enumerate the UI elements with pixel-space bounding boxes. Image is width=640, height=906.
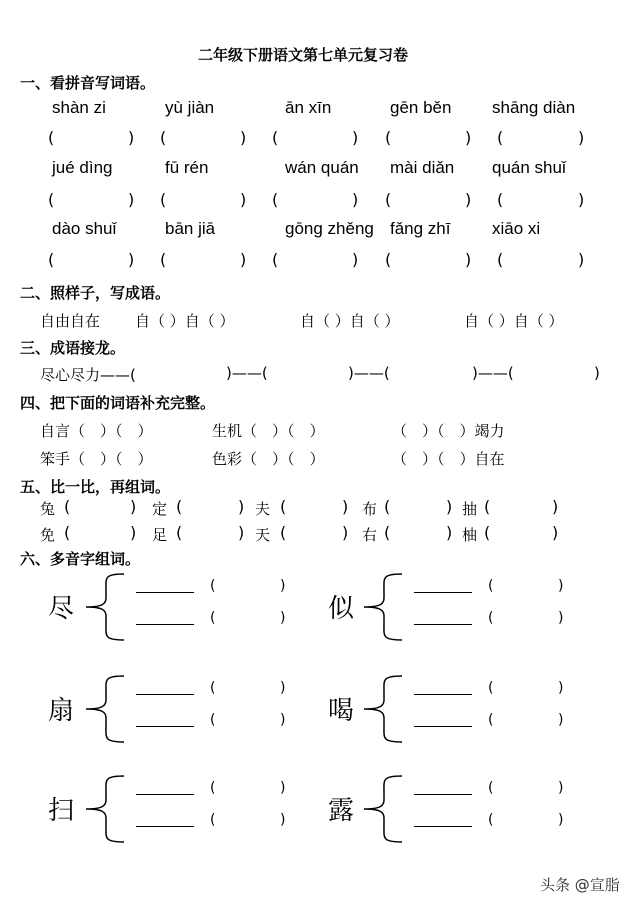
- compare-box-open[interactable]: (: [484, 497, 491, 516]
- page-title: 二年级下册语文第七单元复习卷: [198, 46, 409, 64]
- compare-box-open[interactable]: (: [384, 523, 391, 542]
- answer-box-open[interactable]: (: [272, 190, 279, 209]
- answer-box-open[interactable]: (: [48, 190, 55, 209]
- idiom-blank-2[interactable]: 自（ ）自（ ）: [300, 312, 400, 330]
- answer-line[interactable]: [414, 726, 472, 727]
- answer-box-close[interactable]: ): [578, 250, 585, 269]
- answer-line[interactable]: [414, 794, 472, 795]
- idiom-blank-1[interactable]: 自（ ）自（ ）: [135, 312, 235, 330]
- answer-box-close[interactable]: ): [128, 190, 135, 209]
- polyphone-char: 露: [328, 796, 355, 826]
- answer-box-open[interactable]: (: [160, 250, 167, 269]
- answer-box-open[interactable]: (: [385, 190, 392, 209]
- watermark: 头条 @宣脂: [540, 876, 620, 894]
- compare-box-open[interactable]: (: [64, 497, 71, 516]
- idiom-example: 自由自在: [40, 312, 101, 330]
- pinyin-label: shàn zi: [52, 98, 106, 117]
- section-1-heading: 一、看拼音写词语。: [20, 74, 156, 92]
- section-3-heading: 三、成语接龙。: [20, 339, 126, 357]
- chain-link-3[interactable]: )——(: [472, 364, 514, 382]
- compare-box-close[interactable]: ): [446, 497, 453, 516]
- compare-box-open[interactable]: (: [176, 497, 183, 516]
- section-4-heading: 四、把下面的词语补充完整。: [20, 394, 216, 412]
- answer-box-close[interactable]: ): [128, 128, 135, 147]
- pinyin-box-close[interactable]: ): [280, 610, 286, 626]
- answer-line[interactable]: [414, 624, 472, 625]
- answer-box-close[interactable]: ): [465, 190, 472, 209]
- answer-box-open[interactable]: (: [497, 128, 504, 147]
- answer-box-open[interactable]: (: [385, 250, 392, 269]
- complete-word-3[interactable]: （ ）（ ）竭力: [392, 422, 505, 440]
- answer-box-close[interactable]: ): [240, 128, 247, 147]
- answer-box-open[interactable]: (: [48, 128, 55, 147]
- compare-char: 抽: [462, 500, 478, 518]
- compare-box-close[interactable]: ): [446, 523, 453, 542]
- compare-box-close[interactable]: ): [342, 523, 349, 542]
- answer-line[interactable]: [136, 624, 194, 625]
- compare-char: 定: [152, 500, 168, 518]
- pinyin-label: jué dìng: [52, 158, 113, 177]
- answer-line[interactable]: [136, 592, 194, 593]
- answer-box-open[interactable]: (: [160, 190, 167, 209]
- pinyin-label: yù jiàn: [165, 98, 215, 117]
- answer-line[interactable]: [136, 826, 194, 827]
- idiom-blank-3[interactable]: 自（ ）自（ ）: [464, 312, 564, 330]
- compare-char: 右: [362, 526, 378, 544]
- pinyin-box-open[interactable]: (: [488, 812, 494, 828]
- pinyin-label: quán shuǐ: [492, 158, 566, 177]
- pinyin-box-open[interactable]: (: [488, 610, 494, 626]
- chain-link-2[interactable]: )——(: [348, 364, 390, 382]
- compare-char: 天: [255, 526, 271, 544]
- pinyin-box-open[interactable]: (: [210, 680, 216, 696]
- answer-box-open[interactable]: (: [160, 128, 167, 147]
- polyphone-char: 尽: [48, 594, 75, 624]
- answer-box-open[interactable]: (: [272, 250, 279, 269]
- answer-box-close[interactable]: ): [465, 128, 472, 147]
- pinyin-box-close[interactable]: ): [558, 680, 564, 696]
- polyphone-char: 似: [328, 594, 355, 624]
- compare-char: 足: [152, 526, 168, 544]
- compare-box-open[interactable]: (: [64, 523, 71, 542]
- pinyin-box-close[interactable]: ): [280, 578, 286, 594]
- answer-box-close[interactable]: ): [578, 190, 585, 209]
- brace-icon: [362, 674, 406, 744]
- pinyin-box-open[interactable]: (: [210, 610, 216, 626]
- pinyin-label: gōng zhěng: [285, 219, 374, 238]
- section-5-heading: 五、比一比，再组词。: [20, 478, 171, 496]
- pinyin-box-close[interactable]: ): [558, 712, 564, 728]
- compare-box-open[interactable]: (: [280, 523, 287, 542]
- compare-char: 布: [362, 500, 378, 518]
- compare-box-close[interactable]: ): [130, 497, 137, 516]
- pinyin-label: dào shuǐ: [52, 219, 117, 238]
- pinyin-box-open[interactable]: (: [210, 780, 216, 796]
- compare-char: 柚: [462, 526, 478, 544]
- answer-line[interactable]: [136, 694, 194, 695]
- complete-word-5[interactable]: 色彩（ ）（ ）: [212, 450, 325, 468]
- section-6-heading: 六、多音字组词。: [20, 550, 141, 568]
- answer-box-close[interactable]: ): [352, 250, 359, 269]
- polyphone-char: 扫: [48, 796, 75, 826]
- answer-box-open[interactable]: (: [48, 250, 55, 269]
- pinyin-box-close[interactable]: ): [280, 812, 286, 828]
- answer-box-close[interactable]: ): [578, 128, 585, 147]
- compare-char: 免: [40, 526, 56, 544]
- brace-icon: [84, 774, 128, 844]
- pinyin-label: fū rén: [165, 158, 209, 177]
- pinyin-box-open[interactable]: (: [488, 780, 494, 796]
- compare-box-close[interactable]: ): [342, 497, 349, 516]
- compare-box-open[interactable]: (: [176, 523, 183, 542]
- answer-line[interactable]: [136, 794, 194, 795]
- pinyin-label: gēn běn: [390, 98, 452, 117]
- pinyin-label: shāng diàn: [492, 98, 576, 117]
- answer-box-open[interactable]: (: [497, 190, 504, 209]
- answer-box-close[interactable]: ): [240, 250, 247, 269]
- answer-box-open[interactable]: (: [497, 250, 504, 269]
- complete-word-6[interactable]: （ ）（ ）自在: [392, 450, 505, 468]
- complete-word-4[interactable]: 笨手（ ）（ ）: [40, 450, 153, 468]
- pinyin-box-open[interactable]: (: [488, 712, 494, 728]
- brace-icon: [362, 774, 406, 844]
- answer-box-close[interactable]: ): [352, 128, 359, 147]
- compare-box-close[interactable]: ): [238, 523, 245, 542]
- pinyin-box-close[interactable]: ): [558, 578, 564, 594]
- compare-box-open[interactable]: (: [484, 523, 491, 542]
- brace-icon: [84, 572, 128, 642]
- polyphone-char: 扇: [48, 696, 75, 726]
- pinyin-box-open[interactable]: (: [210, 712, 216, 728]
- pinyin-label: bān jiā: [165, 219, 216, 238]
- compare-box-close[interactable]: ): [238, 497, 245, 516]
- answer-line[interactable]: [136, 726, 194, 727]
- answer-box-close[interactable]: ): [465, 250, 472, 269]
- brace-icon: [362, 572, 406, 642]
- compare-box-close[interactable]: ): [552, 497, 559, 516]
- pinyin-box-close[interactable]: ): [280, 780, 286, 796]
- compare-box-close[interactable]: ): [552, 523, 559, 542]
- answer-box-close[interactable]: ): [128, 250, 135, 269]
- complete-word-2[interactable]: 生机（ ）（ ）: [212, 422, 325, 440]
- pinyin-label: fǎng zhī: [390, 219, 451, 238]
- pinyin-box-close[interactable]: ): [280, 712, 286, 728]
- pinyin-label: xiāo xi: [492, 219, 541, 238]
- answer-box-open[interactable]: (: [272, 128, 279, 147]
- answer-box-close[interactable]: ): [352, 190, 359, 209]
- compare-box-close[interactable]: ): [130, 523, 137, 542]
- pinyin-box-close[interactable]: ): [558, 780, 564, 796]
- chain-link-1[interactable]: )——(: [226, 364, 268, 382]
- pinyin-box-open[interactable]: (: [488, 578, 494, 594]
- pinyin-box-open[interactable]: (: [210, 578, 216, 594]
- compare-box-open[interactable]: (: [280, 497, 287, 516]
- chain-start: 尽心尽力——(: [40, 366, 136, 384]
- polyphone-char: 喝: [328, 696, 355, 726]
- compare-box-open[interactable]: (: [384, 497, 391, 516]
- compare-char: 夫: [255, 500, 271, 518]
- answer-line[interactable]: [414, 592, 472, 593]
- answer-box-open[interactable]: (: [385, 128, 392, 147]
- answer-line[interactable]: [414, 826, 472, 827]
- compare-char: 兔: [40, 500, 56, 518]
- pinyin-box-close[interactable]: ): [280, 680, 286, 696]
- complete-word-1[interactable]: 自言（ ）（ ）: [40, 422, 153, 440]
- pinyin-box-close[interactable]: ): [558, 812, 564, 828]
- pinyin-label: wán quán: [285, 158, 359, 177]
- answer-line[interactable]: [414, 694, 472, 695]
- pinyin-label: mài diǎn: [390, 158, 455, 177]
- brace-icon: [84, 674, 128, 744]
- pinyin-box-open[interactable]: (: [210, 812, 216, 828]
- pinyin-box-open[interactable]: (: [488, 680, 494, 696]
- answer-box-close[interactable]: ): [240, 190, 247, 209]
- section-2-heading: 二、照样子，写成语。: [20, 284, 171, 302]
- pinyin-label: ān xīn: [285, 98, 332, 117]
- pinyin-box-close[interactable]: ): [558, 610, 564, 626]
- chain-end: ): [594, 364, 600, 382]
